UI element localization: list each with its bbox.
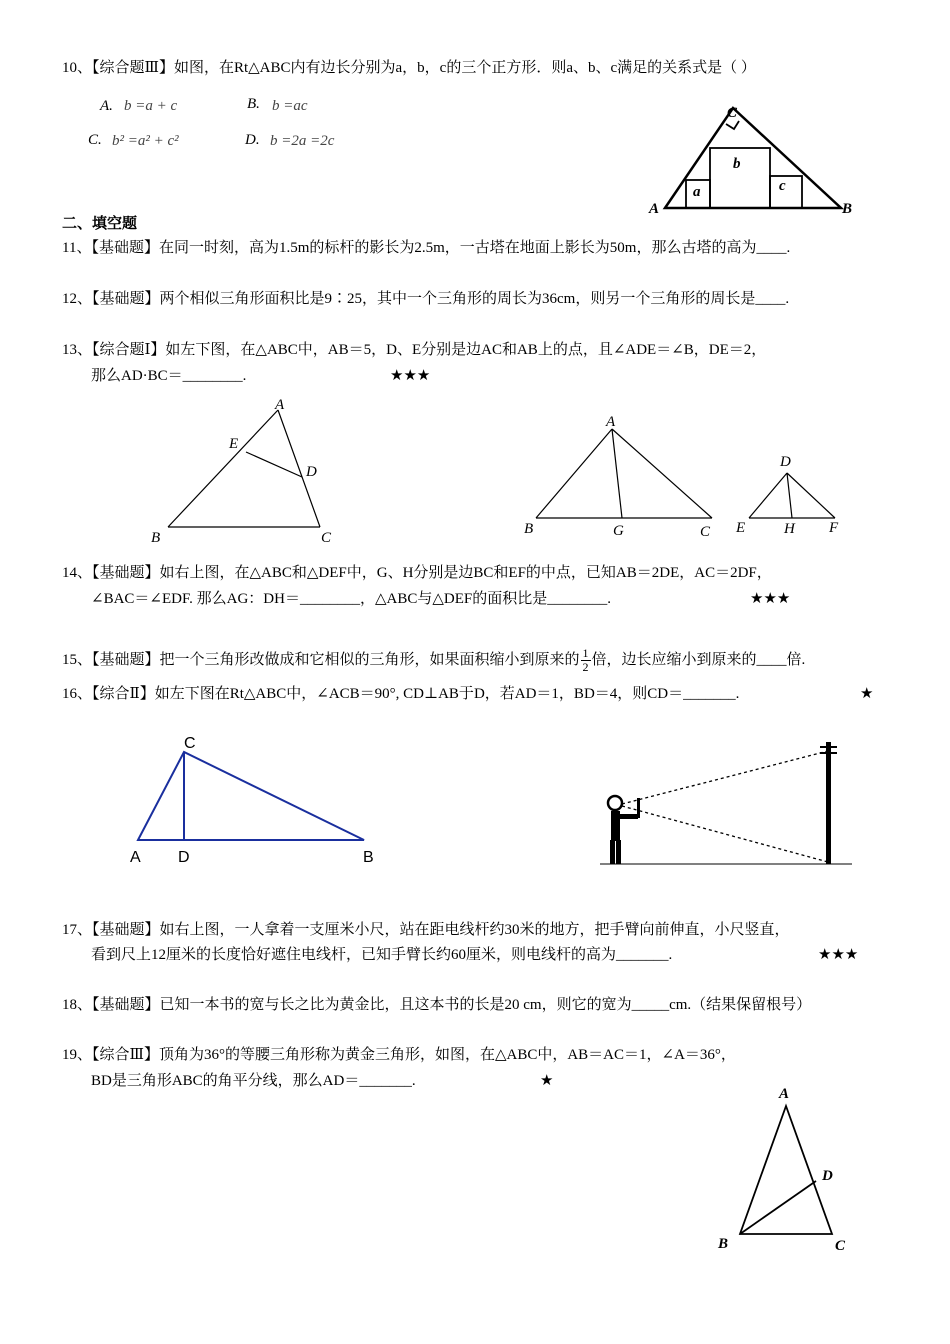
- q13-label-D: D: [306, 464, 317, 480]
- q19-figure: [700, 1078, 860, 1258]
- ruler-icon: [637, 798, 640, 818]
- q10-label-b: b: [733, 156, 741, 172]
- q19-triangle: [740, 1106, 832, 1234]
- utility-pole-icon: [820, 742, 837, 864]
- q13-label-B: B: [151, 530, 161, 546]
- q14-label-G: G: [613, 523, 624, 539]
- q13-side-AB: [168, 410, 278, 527]
- q14-side-DF: [787, 473, 835, 518]
- section-title: 二、填空题: [62, 216, 138, 232]
- q10-text: 10、【综合题Ⅲ】如图，在Rt△ABC内有边长分别为a，b，c的三个正方形．则a、b、c满足的关系式是（ ）: [62, 60, 756, 76]
- right-angle-mark: [726, 121, 739, 129]
- q19-stars: ★: [540, 1073, 554, 1089]
- q17-line1: 17、【基础题】如右上图，一人拿着一支厘米小尺，站在距电线杆约30米的地方，把手臂向前伸直，小尺竖直，: [62, 922, 790, 938]
- q12-text: 12、【基础题】两个相似三角形面积比是9∶25，其中一个三角形的周长为36cm，则另一个三角形的周长是____.: [62, 291, 790, 307]
- q10-option-d-letter: D.: [245, 132, 260, 148]
- q14-label-H: H: [784, 521, 795, 537]
- q14-side-AB: [536, 429, 612, 518]
- q10-option-c-letter: C.: [88, 132, 102, 148]
- q10-option-d-expr: b =2a =2c: [270, 133, 335, 149]
- q16-label-A: A: [130, 849, 141, 866]
- q14-line2: ∠BAC＝∠EDF. 那么AG：DH＝________，△ABC与△DEF的面积比是________.: [91, 591, 611, 607]
- q14-side-AC: [612, 429, 712, 518]
- q10-label-C: C: [727, 105, 738, 121]
- q14-figure: [515, 408, 855, 544]
- q10-option-a-letter: A.: [100, 98, 113, 114]
- q10-option-b-expr: b =ac: [272, 98, 308, 114]
- q13-line2: 那么AD·BC＝________.: [91, 368, 247, 384]
- q14-median-AG: [612, 429, 622, 518]
- q10-label-a: a: [693, 184, 701, 200]
- sightline-bottom: [622, 806, 828, 862]
- q10-label-c: c: [779, 178, 786, 194]
- q10-label-A: A: [649, 201, 660, 217]
- q15-text: [62, 646, 805, 674]
- q15-fraction: [581, 647, 591, 674]
- q14-label-A: A: [606, 414, 616, 430]
- q16-figure: [120, 728, 390, 876]
- q16-label-B: B: [363, 849, 374, 866]
- sightline-top: [622, 751, 828, 804]
- q14-label-E: E: [736, 520, 746, 536]
- q14-label-F: F: [829, 520, 839, 536]
- q14-line1: 14、【基础题】如右上图，在△ABC和△DEF中，G、H分别是边BC和EF的中点，已知AB＝2DE，AC＝2DF，: [62, 565, 772, 581]
- q16-stars: ★: [860, 686, 874, 702]
- q10-figure: [645, 100, 855, 218]
- q14-side-DE: [749, 473, 787, 518]
- q15-frac-den: 2: [582, 660, 589, 675]
- q16-label-D: D: [178, 849, 190, 866]
- q13-line1: 13、【综合题Ⅰ】如左下图，在△ABC中，AB＝5，D、E分别是边AC和AB上的点，且∠ADE＝∠B，DE＝2，: [62, 342, 767, 358]
- q13-label-E: E: [229, 436, 239, 452]
- q13-label-A: A: [275, 397, 285, 413]
- q17-figure: [596, 736, 856, 872]
- q14-label-C: C: [700, 524, 711, 540]
- q19-label-C: C: [835, 1238, 846, 1254]
- q10-option-b-letter: B.: [247, 96, 260, 112]
- q14-label-D: D: [780, 454, 791, 470]
- q11-text: 11、【基础题】在同一时刻，高为1.5m的标杆的影长为2.5m，一古塔在地面上影长为50m，那么古塔的高为____.: [62, 240, 791, 256]
- q16-text: 16、【综合Ⅱ】如左下图在Rt△ABC中，∠ACB＝90°, CD⊥AB于D，若AD＝1，BD＝4，则CD＝_______.: [62, 686, 740, 702]
- q10-triangle: [665, 108, 841, 208]
- q10-label-B: B: [842, 201, 853, 217]
- q15-before: 15、【基础题】把一个三角形改做成和它相似的三角形，如果面积缩小到原来的: [62, 652, 580, 668]
- q17-stars: ★★★: [818, 947, 859, 963]
- q15-after: 倍，边长应缩小到原来的____倍.: [591, 652, 806, 668]
- q14-stars: ★★★: [750, 591, 791, 607]
- q17-line2: 看到尺上12厘米的长度恰好遮住电线杆，已知手臂长约60厘米，则电线杆的高为_______.: [91, 947, 673, 963]
- q13-figure: [140, 392, 350, 550]
- q18-text: 18、【基础题】已知一本书的宽与长之比为黄金比，且这本书的长是20 cm，则它的宽为_____cm.（结果保留根号）: [62, 997, 812, 1013]
- q19-label-B: B: [718, 1236, 729, 1252]
- q15-frac-num: 1: [582, 646, 589, 661]
- q16-label-C: C: [184, 735, 196, 752]
- q13-stars: ★★★: [390, 368, 431, 384]
- q13-segment-DE: [246, 452, 302, 477]
- q10-option-c-expr: b² =a² + c²: [112, 133, 179, 149]
- q19-line2: BD是三角形ABC的角平分线，那么AD＝_______.: [91, 1073, 416, 1089]
- q16-triangle: [138, 752, 364, 840]
- q19-label-D: D: [822, 1168, 833, 1184]
- q14-label-B: B: [524, 521, 534, 537]
- q14-median-DH: [787, 473, 792, 518]
- square-c: [770, 176, 802, 208]
- q13-label-C: C: [321, 530, 332, 546]
- q19-line1: 19、【综合Ⅲ】顶角为36°的等腰三角形称为黄金三角形，如图，在△ABC中，AB＝AC＝1，∠A＝36°，: [62, 1047, 736, 1063]
- q19-bisector-BD: [740, 1181, 816, 1234]
- q10-option-a-expr: b =a + c: [124, 98, 178, 114]
- q19-label-A: A: [779, 1086, 790, 1102]
